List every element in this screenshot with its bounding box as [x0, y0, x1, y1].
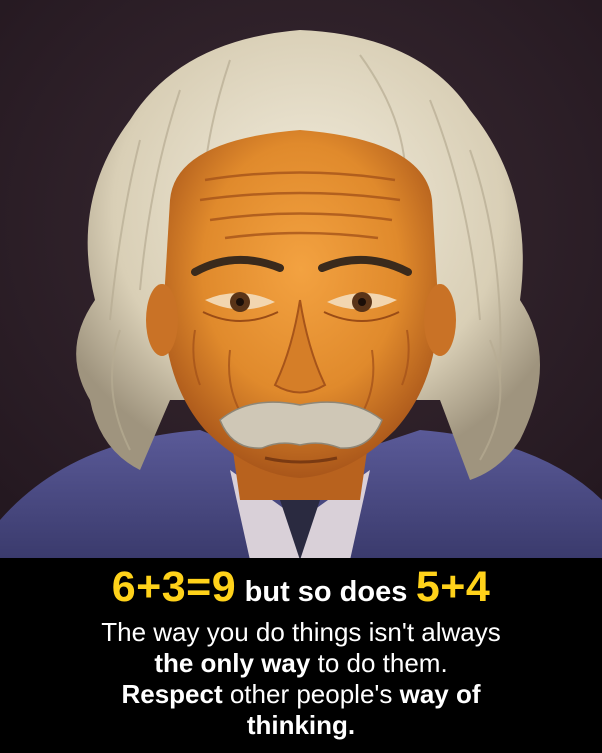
quote	[0, 617, 602, 741]
quote-line-1	[0, 617, 602, 648]
quote-line-2	[0, 648, 602, 679]
quote-line-4-bold: thinking.	[246, 710, 356, 740]
quote-line-2-bold: the only way	[154, 648, 311, 678]
headline	[0, 563, 602, 611]
quote-line-3-bold-2: way of	[399, 679, 481, 709]
quote-line-2-text: to do them.	[317, 648, 448, 678]
quote-line-4	[0, 710, 602, 741]
headline-middle-text: but so does	[244, 576, 408, 608]
equation-2: 5+4	[415, 563, 491, 611]
quote-line-1-text: The way you do things isn't always	[101, 617, 501, 647]
quote-line-3-bold-1: Respect	[121, 679, 223, 709]
mustache	[220, 402, 382, 448]
quote-line-3	[0, 679, 602, 710]
quote-line-3-text: other people's	[229, 679, 393, 709]
equation-1: 6+3=9	[111, 563, 237, 611]
right-ear	[424, 284, 456, 356]
left-ear	[146, 284, 178, 356]
caption	[0, 558, 602, 753]
